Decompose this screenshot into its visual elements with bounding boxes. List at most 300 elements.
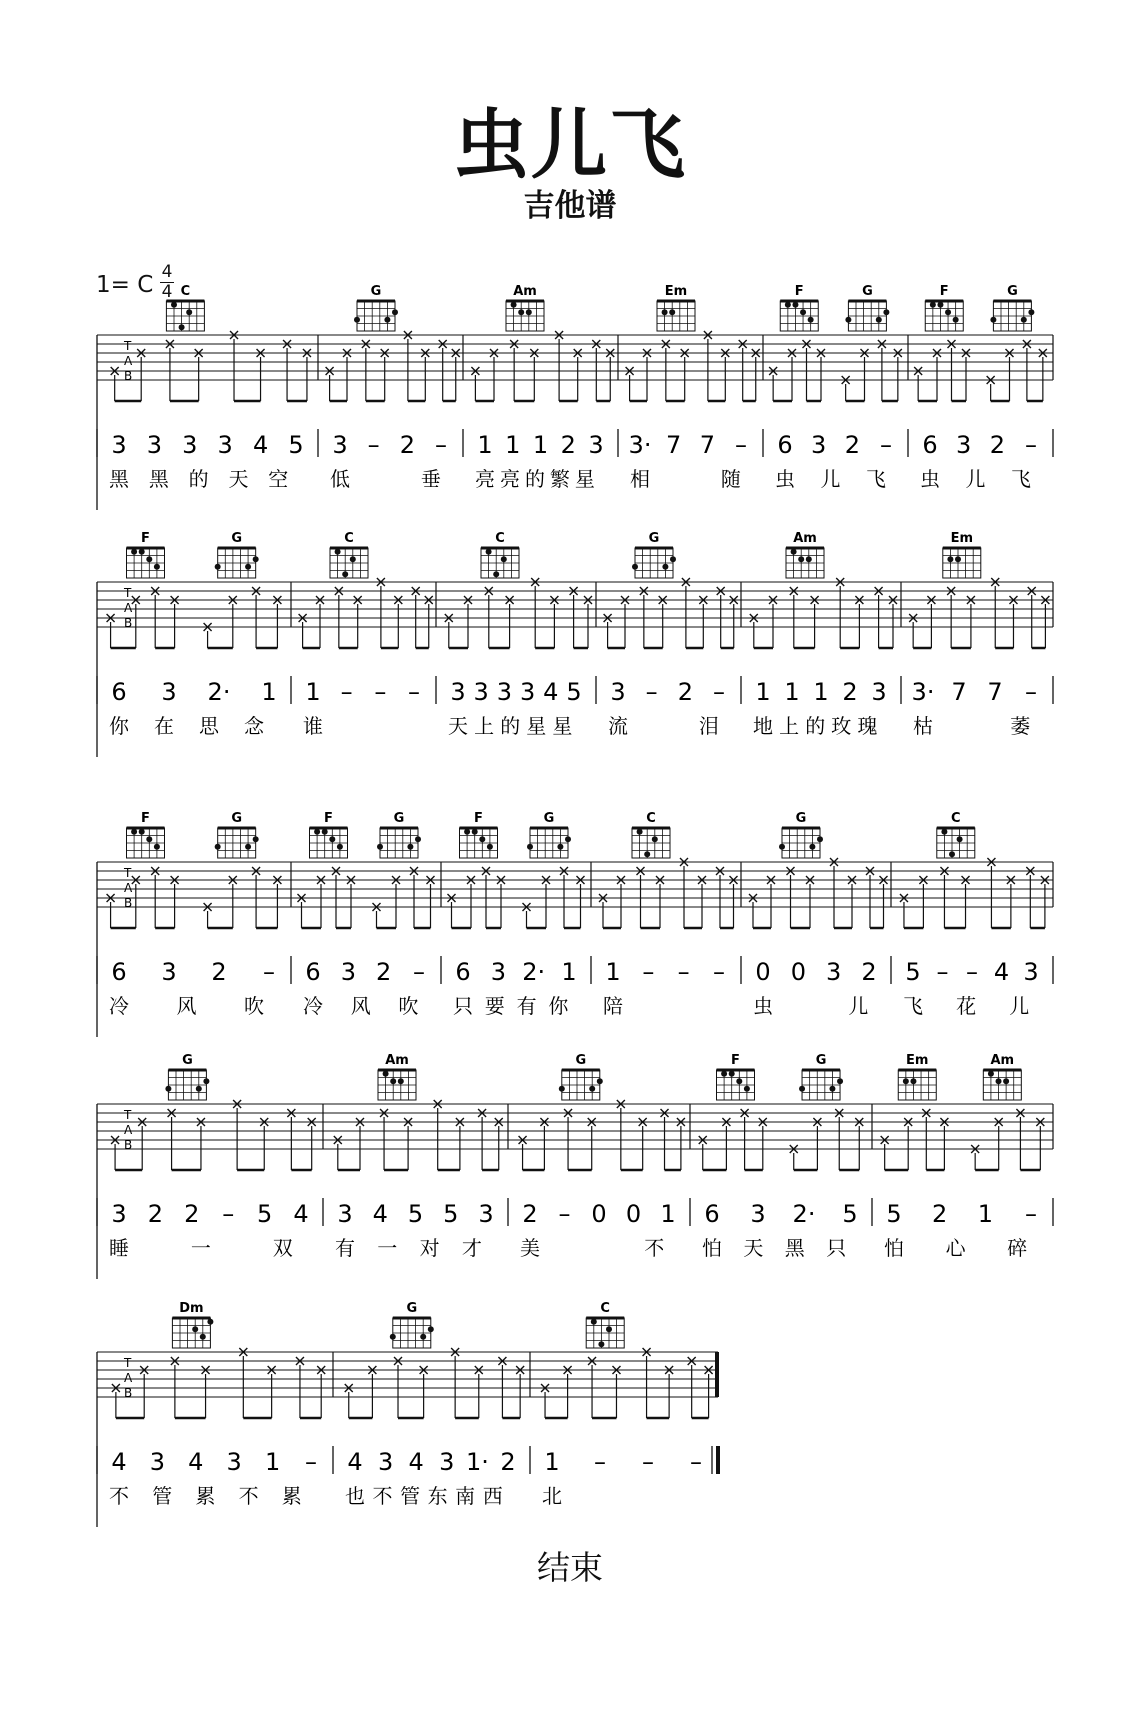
chord-name: C [600,1301,610,1316]
lyric-char: 也 [345,1484,365,1508]
measure [599,811,741,1018]
chord-name: Em [906,1053,929,1068]
lyric-char: 风 [350,994,371,1018]
lyric-char: 你 [548,994,569,1018]
jianpu-note: 3 [149,1448,166,1476]
lyric-char: 的 [805,714,826,738]
jianpu-note: – [413,958,425,986]
jianpu-note: 3 [496,678,513,706]
lyric-char: 上 [779,714,800,738]
chord-diagram [172,1301,213,1348]
chord-name: Am [513,284,537,299]
lyric-char: 西 [482,1484,503,1508]
chord-diagram [215,531,259,578]
lyric-char: 才 [461,1236,482,1260]
jianpu-note: – [677,958,690,986]
chord-name: G [1007,284,1018,299]
jianpu-note: – [690,1448,702,1476]
lyric-char: 不 [109,1484,129,1508]
chord-name: G [648,531,660,546]
lyric-char: 儿 [1009,994,1030,1018]
measure [749,811,891,1018]
lyric-char: 睡 [109,1236,129,1260]
jianpu-note: 1 [264,1448,281,1476]
jianpu-note: 3 [111,1200,127,1228]
measure [914,284,1053,491]
measure [881,1053,1053,1260]
jianpu-note: 6 [704,1200,720,1228]
lyric-char: 星 [526,714,547,738]
jianpu-note: 5 [443,1200,459,1228]
measure [345,1301,530,1508]
lyric-char: 天 [228,467,249,491]
jianpu-note: 2 [184,1200,200,1228]
lyric-char: 怕 [702,1236,722,1260]
jianpu-note: – [222,1200,235,1228]
chord-name: G [543,811,555,826]
chord-name: F [474,811,483,826]
chord-name: C [646,811,656,826]
chord-diagram [943,531,981,578]
jianpu-note: 1 [261,678,277,706]
measure [604,531,741,738]
chord-diagram [354,284,398,331]
jianpu-note: 0 [755,958,771,986]
jianpu-note: 7 [987,678,1003,706]
chord-diagram [127,531,165,578]
chord-name: Em [950,531,974,546]
jianpu-note: – [936,958,949,986]
jianpu-note: 3 [226,1448,242,1476]
measure [109,1053,323,1260]
chord-name: G [575,1053,587,1068]
measure [750,531,901,738]
system [97,531,1053,757]
system [97,1053,1053,1279]
jianpu-note: 6 [305,958,321,986]
jianpu-note: 5 [566,678,582,706]
jianpu-note: 0 [625,1200,642,1228]
chord-diagram [506,284,544,331]
jianpu-note: 3 [1023,958,1039,986]
tab-clef: A [124,881,133,895]
jianpu-note: 5 [886,1200,902,1228]
chord-name: Dm [179,1301,204,1316]
chord-name: Am [990,1053,1015,1068]
lyric-char: 念 [244,714,264,738]
jianpu-note: 5 [288,431,304,459]
chord-name: F [324,811,333,826]
measure [334,1053,508,1260]
lyric-char: 一 [190,1236,211,1260]
tab-clef: B [124,1138,133,1152]
measure [107,811,291,1018]
lyric-char: 黑 [109,467,129,491]
measure [448,811,592,1018]
lyric-char: 空 [268,467,289,491]
lyric-char: 黑 [148,467,169,491]
jianpu-note: 6 [922,431,938,459]
jianpu-note: 5 [905,958,921,986]
jianpu-note: – [1025,431,1037,459]
jianpu-note: – [713,958,725,986]
chord-name: F [141,811,150,826]
chord-name: F [939,284,949,299]
jianpu-note: 3 [750,1200,766,1228]
jianpu-note: 1 [505,431,521,459]
jianpu-note: 2 [989,431,1005,459]
chord-name: G [393,811,405,826]
jianpu-note: 3· [911,678,935,706]
lyric-char: 怕 [884,1236,904,1260]
measure [299,531,436,738]
jianpu-note: 4 [372,1200,388,1228]
lyric-char: 对 [419,1236,440,1260]
lyric-char: 管 [152,1484,173,1508]
chord-name: G [815,1053,827,1068]
chord-diagram [717,1053,755,1100]
jianpu-note: 3· [628,431,652,459]
jianpu-note: 3 [377,1448,394,1476]
jianpu-note: 2 [500,1448,516,1476]
lyric-char: 的 [500,714,521,738]
jianpu-note: 2 [399,431,415,459]
jianpu-note: 4 [252,431,269,459]
lyric-char: 星 [574,467,595,491]
lyric-char: 垂 [420,467,441,491]
jianpu-note: 2 [861,958,877,986]
jianpu-note: 2· [207,678,231,706]
chord-diagram [632,811,670,858]
jianpu-note: – [558,1200,571,1228]
chord-name: Am [385,1053,409,1068]
lyric-char: 上 [474,714,495,738]
chord-name: G [862,284,873,299]
time-signature-bottom: 4 [161,282,173,302]
chord-diagram [799,1053,843,1100]
lyric-char: 思 [199,714,219,738]
lyric-char: 不 [238,1484,259,1508]
tab-clef: A [124,601,133,615]
chord-diagram [127,811,165,858]
jianpu-note: 3 [490,958,506,986]
jianpu-note: – [966,958,978,986]
lyric-char: 繁 [549,467,570,491]
chord-diagram [330,531,368,578]
chord-diagram [845,284,889,331]
lyric-char: 不 [644,1236,665,1260]
lyric-char: 有 [516,994,537,1018]
lyric-char: 地 [753,714,773,738]
jianpu-note: – [735,431,747,459]
jianpu-note: 3 [146,431,163,459]
jianpu-note: 2 [560,431,576,459]
chord-diagram [657,284,695,331]
jianpu-note: 1 [532,431,549,459]
chord-diagram [898,1053,936,1100]
time-signature-top: 4 [161,262,173,282]
jianpu-note: 2 [932,1200,948,1228]
lyric-char: 虫 [753,994,773,1018]
jianpu-note: – [374,678,387,706]
jianpu-note: – [880,431,892,459]
lyric-char: 虫 [775,467,795,491]
tab-clef: T [124,1356,132,1370]
chord-diagram [586,1301,624,1348]
ending-label: 结束 [537,1548,603,1587]
song-subtitle: 吉他谱 [523,188,617,224]
jianpu-note: 3 [473,678,489,706]
measure [699,1053,872,1260]
system [97,284,1053,510]
jianpu-note: 1 [784,678,800,706]
lyric-char: 累 [195,1484,216,1508]
tab-clef: A [124,354,133,368]
chord-name: G [231,811,243,826]
jianpu-note: 7 [951,678,967,706]
jianpu-note: 4 [293,1200,309,1228]
chord-diagram [310,811,348,858]
jianpu-note: 1 [605,958,621,986]
chord-name: F [794,284,804,299]
lyric-char: 冷 [109,994,129,1018]
jianpu-note: 6 [777,431,793,459]
tab-clef: A [124,1123,133,1137]
measure [298,811,442,1018]
chord-name: G [231,531,243,546]
lyric-char: 飞 [865,467,886,491]
jianpu-note: – [367,431,380,459]
song-title: 虫儿飞 [453,100,687,189]
tab-clef: T [124,339,132,353]
measure [626,284,763,491]
lyric-char: 飞 [1010,467,1031,491]
chord-name: Em [664,284,688,299]
lyric-char: 随 [720,467,741,491]
tab-clef: T [124,866,132,880]
jianpu-note: – [713,678,725,706]
lyric-char: 谁 [303,714,323,738]
lyric-char: 你 [109,714,129,738]
chord-diagram [390,1301,434,1348]
lyric-char: 瑰 [857,714,878,738]
jianpu-note: – [263,958,275,986]
jianpu-note: 2 [376,958,392,986]
measure [326,284,463,491]
jianpu-note: 3 [956,431,972,459]
lyric-char: 的 [188,467,209,491]
lyric-char: 双 [272,1236,293,1260]
lyric-char: 相 [630,467,650,491]
lyric-char: 天 [448,714,468,738]
lyric-char: 只 [826,1236,847,1260]
jianpu-note: 6 [111,958,127,986]
jianpu-note: 1 [977,1200,993,1228]
measure [541,1301,718,1508]
jianpu-note: – [305,1448,317,1476]
lyric-char: 玫 [831,714,852,738]
lyric-char: 碎 [1007,1236,1028,1260]
jianpu-note: 4 [993,958,1010,986]
measure [445,531,596,738]
lyric-char: 要 [484,994,505,1018]
jianpu-note: 3 [182,431,198,459]
tab-clef: A [124,1371,133,1385]
lyric-char: 亮 [475,467,495,491]
measure [909,531,1053,738]
lyric-char: 流 [608,714,628,738]
jianpu-note: – [1025,678,1037,706]
jianpu-note: 1 [561,958,577,986]
jianpu-note: 5 [842,1200,858,1228]
lyric-char: 在 [154,714,174,738]
chord-diagram [481,531,519,578]
system [97,1301,718,1527]
lyric-char: 管 [400,1484,421,1508]
chord-diagram [378,1053,416,1100]
tab-clef: B [124,369,133,383]
jianpu-note: 2 [147,1200,164,1228]
jianpu-note: 2 [842,678,858,706]
lyric-char: 冷 [303,994,323,1018]
measure [107,531,291,738]
chord-diagram [779,811,823,858]
lyric-char: 风 [176,994,197,1018]
chord-name: C [344,531,354,546]
lyric-char: 萎 [1010,714,1031,738]
jianpu-note: 7 [666,431,682,459]
jianpu-note: 3 [811,431,827,459]
chord-diagram [925,284,963,331]
jianpu-note: 3 [340,958,356,986]
jianpu-note: 4 [188,1448,204,1476]
chord-diagram [780,284,818,331]
lyric-char: 美 [520,1236,540,1260]
jianpu-note: 5 [256,1200,273,1228]
lyric-char: 花 [956,994,977,1018]
jianpu-note: 3 [111,431,127,459]
jianpu-note: 3 [826,958,842,986]
chord-diagram [165,1053,209,1100]
jianpu-note: 3 [519,678,536,706]
jianpu-note: – [642,1448,654,1476]
jianpu-note: 3 [439,1448,455,1476]
measure [109,1301,333,1508]
lyric-char: 不 [372,1484,393,1508]
jianpu-note: 2 [522,1200,538,1228]
lyric-char: 一 [377,1236,398,1260]
jianpu-note: 3 [161,958,177,986]
lyric-char: 虫 [920,467,940,491]
chord-diagram [983,1053,1021,1100]
measure [769,284,908,491]
jianpu-note: – [642,958,655,986]
tab-clef: B [124,1386,133,1400]
jianpu-note: – [645,678,658,706]
lyric-char: 泪 [698,714,719,738]
chord-diagram [377,811,421,858]
jianpu-note: 4 [408,1448,424,1476]
jianpu-note: 7 [699,431,715,459]
jianpu-note: 2· [792,1200,816,1228]
chord-diagram [166,284,204,331]
jianpu-note: 0 [790,958,806,986]
lyric-char: 心 [945,1236,966,1260]
lyric-char: 东 [427,1484,448,1508]
jianpu-note: 1· [465,1448,489,1476]
lyric-char: 有 [335,1236,355,1260]
jianpu-note: 4 [111,1448,127,1476]
chord-diagram [215,811,259,858]
chord-name: C [495,531,505,546]
system [97,811,1053,1037]
tab-clef: T [124,1108,132,1122]
key-signature: 1= C [96,272,154,298]
chord-diagram [632,531,676,578]
jianpu-note: 1 [477,431,493,459]
chord-name: G [406,1301,418,1316]
jianpu-note: 3 [588,431,604,459]
lyric-char: 星 [552,714,573,738]
jianpu-note: 2· [522,958,546,986]
lyric-char: 低 [330,467,350,491]
jianpu-note: – [1025,1200,1037,1228]
jianpu-note: 5 [407,1200,424,1228]
jianpu-note: 2 [211,958,227,986]
chord-diagram [937,811,975,858]
chord-diagram [527,811,571,858]
jianpu-note: 3 [610,678,626,706]
jianpu-note: 1 [813,678,829,706]
lyric-char: 吹 [398,994,419,1018]
chord-diagram [460,811,498,858]
chord-name: F [731,1053,740,1068]
jianpu-note: 1 [544,1448,560,1476]
lyric-char: 吹 [244,994,264,1018]
jianpu-note: 1 [305,678,321,706]
jianpu-note: 3 [871,678,887,706]
lyric-char: 北 [542,1484,562,1508]
chord-name: C [180,284,191,299]
jianpu-note: 3 [478,1200,494,1228]
lyric-char: 黑 [784,1236,805,1260]
jianpu-note: 0 [591,1200,607,1228]
measure [471,284,618,491]
measure [109,284,318,491]
jianpu-note: 4 [347,1448,363,1476]
lyric-char: 儿 [820,467,841,491]
chord-diagram [559,1053,603,1100]
jianpu-note: – [594,1448,606,1476]
tab-clef: B [124,896,133,910]
chord-name: C [951,811,961,826]
jianpu-note: 1 [755,678,771,706]
tab-clef: T [124,586,132,600]
chord-name: G [370,284,382,299]
tab-clef: B [124,616,133,630]
jianpu-note: 3 [337,1200,353,1228]
jianpu-note: 6 [455,958,471,986]
jianpu-note: 4 [543,678,559,706]
lyric-char: 的 [524,467,545,491]
lyric-char: 天 [743,1236,764,1260]
chord-name: G [182,1053,193,1068]
chord-name: G [795,811,807,826]
chord-name: F [141,531,150,546]
chord-name: Am [793,531,817,546]
lyric-char: 枯 [913,714,933,738]
jianpu-note: 3 [161,678,177,706]
